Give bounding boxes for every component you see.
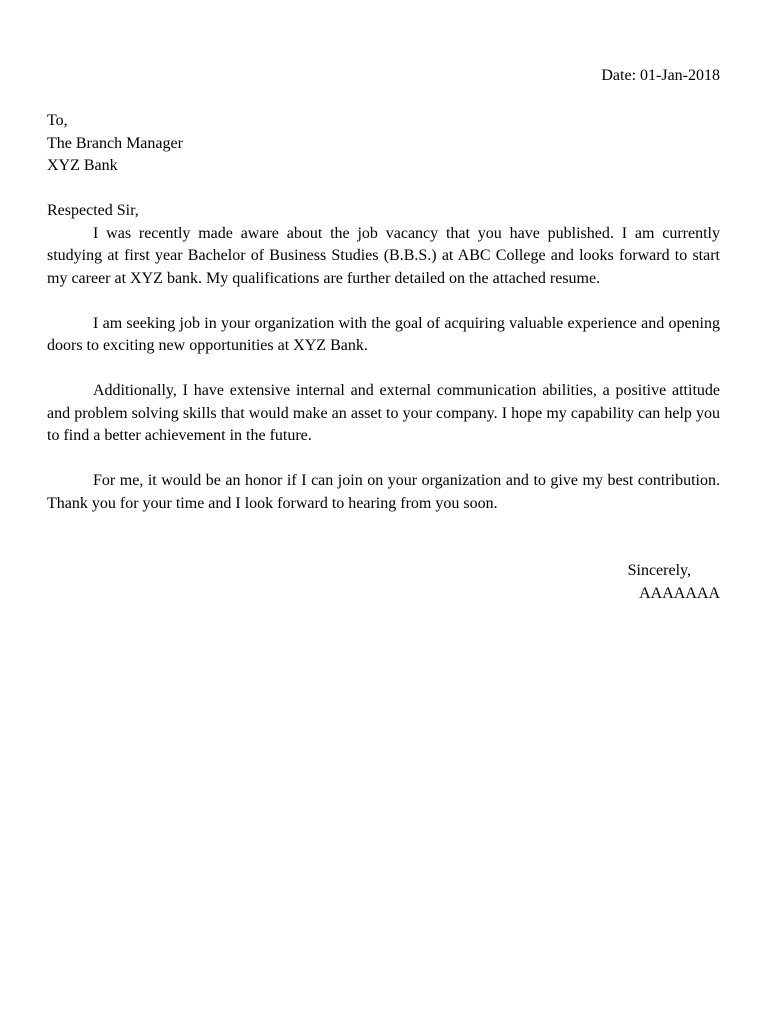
spacer [47, 448, 720, 471]
spacer [47, 178, 720, 201]
spacer [47, 358, 720, 381]
paragraph-4: For me, it would be an honor if I can join on your organization and to give my best contribution. Thank you for your time and I look forward to hearing from you soon. [47, 472, 720, 512]
recipient-to: To, [47, 112, 68, 129]
letter-body [47, 110, 720, 515]
paragraph-1: I was recently made aware about the job vacancy that you have published. I am currently studying at first year Bachelor of Business Studies (B.B.S.) at ABC College and looks forward to start my career at XYZ bank. My qualifications are further detailed on the attached resume. [47, 224, 720, 287]
recipient-title: The Branch Manager [47, 134, 183, 152]
letter-closing [520, 560, 720, 605]
spacer [47, 290, 720, 313]
salutation: Respected Sir, [47, 202, 139, 219]
paragraph-3: Additionally, I have extensive internal and external communication abilities, a positive attitude and problem solving skills that would make an asset to your company. I hope my capability can help you to find a better achievement in the future. [47, 382, 720, 444]
paragraph-2: I am seeking job in your organization with the goal of acquiring valuable experience and opening doors to exciting new opportunities at XYZ Bank. [47, 314, 720, 354]
recipient-organization: XYZ Bank [47, 157, 118, 174]
signature-name: AAAAAAA [639, 584, 720, 602]
letter-date: Date: 01-Jan-2018 [601, 67, 720, 84]
closing-text: Sincerely, [627, 562, 691, 579]
